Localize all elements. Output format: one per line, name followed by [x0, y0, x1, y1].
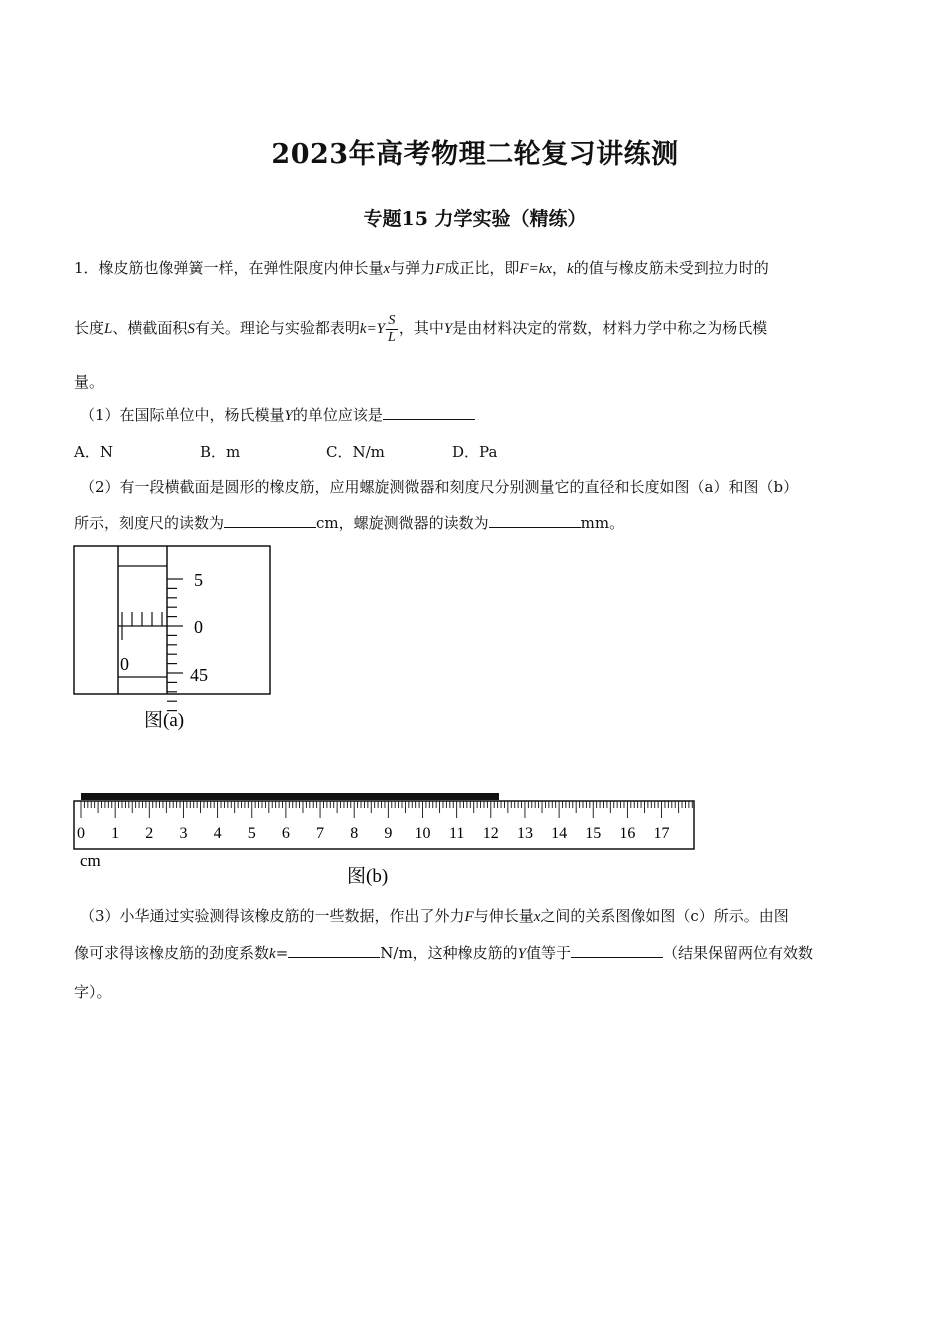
thimble-ticks [167, 579, 183, 711]
ruler-tick-label: 2 [145, 825, 154, 842]
q1-line-2: 长度L、横截面积S有关。理论与实验都表明k=Y $\frac{S}{L}$ ，其中Y是由材料决定的常数，材料力学中称之为杨氏模 [74, 312, 768, 345]
sleeve-zero-label: 0 [120, 654, 129, 674]
ruler-tick-label: 9 [384, 825, 393, 842]
ruler-tick-label: 8 [350, 825, 359, 842]
ruler-tick-label: 12 [482, 825, 499, 842]
q1-part-3-line-1: （3）小华通过实验测得该橡皮筋的一些数据，作出了外力F与伸长量x之间的关系图像如图（c）所示。由图 [80, 907, 789, 925]
ruler-tick-label: 13 [516, 825, 533, 842]
ruler-tick-label: 7 [316, 825, 325, 842]
figure-b-caption: 图(b) [347, 866, 389, 887]
thimble-label-0: 0 [194, 617, 203, 637]
ruler-tick-label: 11 [448, 825, 465, 842]
ruler-tick-label: 6 [281, 825, 290, 842]
q1-part-3-line-3: 字）。 [74, 983, 112, 1001]
q1-line-1: 1．橡皮筋也像弹簧一样，在弹性限度内伸长量x与弹力F成正比，即F=kx，k的值与橡皮筋未受到拉力时的 [74, 259, 769, 277]
youngs-modulus-blank[interactable] [571, 943, 663, 958]
ruler-tick-label: 0 [77, 825, 85, 842]
ruler-figure [72, 790, 700, 890]
option-b: B．m [200, 443, 241, 461]
q1-part-3-line-2: 像可求得该橡皮筋的劲度系数k= N/m，这种橡皮筋的Y值等于 （结果保留两位有效数 [74, 944, 814, 962]
ruler-tick-label: 16 [619, 825, 636, 842]
ruler-ticks [81, 801, 692, 818]
option-a: A．N [74, 443, 113, 461]
ruler-tick-label: 14 [551, 825, 568, 842]
ruler-tick-label: 15 [585, 825, 602, 842]
ruler-labels [77, 825, 670, 842]
ruler-tick-label: 10 [414, 825, 431, 842]
rubber-band-bar [81, 793, 499, 800]
thimble-label-45: 45 [190, 665, 208, 685]
option-d: D．Pa [452, 443, 498, 461]
answer-blank[interactable] [383, 405, 475, 420]
figure-a-caption: 图(a) [144, 710, 185, 731]
document-title: 2023年高考物理二轮复习讲练测 [271, 139, 679, 170]
ruler-reading-blank[interactable] [224, 513, 316, 528]
micrometer-reading-blank[interactable] [489, 513, 581, 528]
document-subtitle: 专题15 力学实验（精练） [363, 208, 587, 230]
fraction-s-over-l: $\frac{S}{L}$ [388, 312, 396, 345]
ruler-tick-label: 17 [653, 825, 670, 842]
ruler-tick-label: 1 [111, 825, 120, 842]
micrometer-figure [72, 544, 274, 734]
q1-part-1: （1）在国际单位中，杨氏模量Y的单位应该是 [80, 405, 475, 426]
micrometer-frame [74, 546, 270, 694]
q1-part-2-line-2: 所示，刻度尺的读数为 cm，螺旋测微器的读数为 mm。 [74, 514, 625, 532]
q1-line-3: 量。 [74, 373, 105, 391]
ruler-tick-label: 3 [179, 825, 188, 842]
q1-part-2-line-1: （2）有一段横截面是圆形的橡皮筋，应用螺旋测微器和刻度尺分别测量它的直径和长度如图（a）和图（b） [80, 478, 799, 496]
stiffness-blank[interactable] [288, 943, 380, 958]
option-c: C．N/m [326, 443, 385, 461]
ruler-tick-label: 4 [213, 825, 222, 842]
ruler-tick-label: 5 [247, 825, 256, 842]
ruler-unit: cm [80, 851, 101, 870]
thimble-label-5: 5 [194, 570, 203, 590]
